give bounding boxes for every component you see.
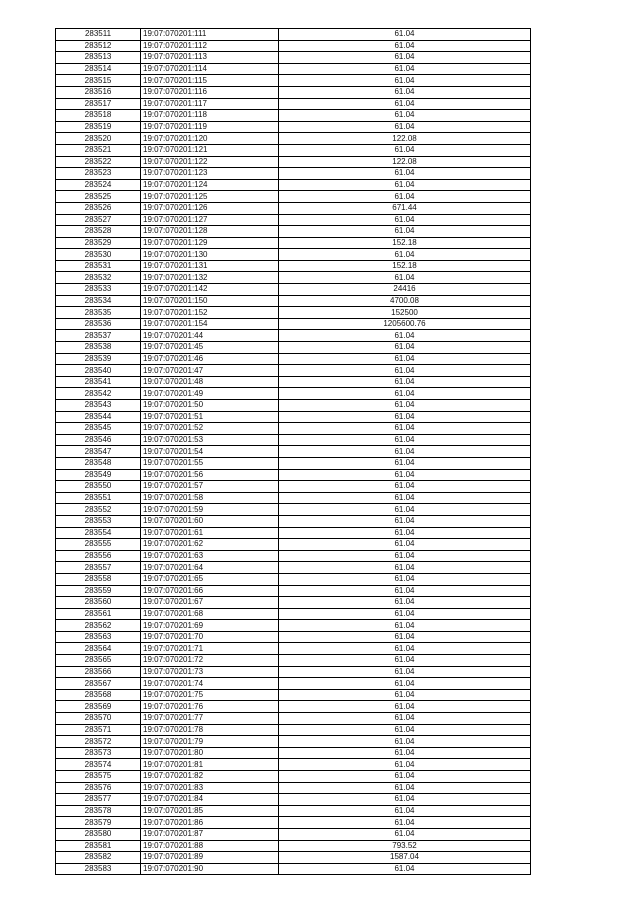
value-cell: 61.04 — [279, 52, 531, 64]
cadastral-number-cell: 19:07:070201:48 — [141, 376, 279, 388]
value-cell: 24416 — [279, 284, 531, 296]
table-row — [56, 759, 531, 771]
value-cell: 61.04 — [279, 249, 531, 261]
row-id-cell: 283577 — [56, 794, 141, 806]
table-row — [56, 202, 531, 214]
table-row — [56, 492, 531, 504]
cadastral-number-cell: 19:07:070201:90 — [141, 863, 279, 875]
row-id-cell: 283539 — [56, 353, 141, 365]
table-row — [56, 539, 531, 551]
cadastral-number-cell: 19:07:070201:132 — [141, 272, 279, 284]
table-row — [56, 840, 531, 852]
value-cell: 61.04 — [279, 771, 531, 783]
table-row — [56, 237, 531, 249]
table-row — [56, 179, 531, 191]
table-row — [56, 608, 531, 620]
cadastral-number-cell: 19:07:070201:73 — [141, 666, 279, 678]
row-id-cell: 283511 — [56, 29, 141, 41]
table-row — [56, 400, 531, 412]
cadastral-number-cell: 19:07:070201:58 — [141, 492, 279, 504]
row-id-cell: 283562 — [56, 620, 141, 632]
table-row — [56, 481, 531, 493]
row-id-cell: 283549 — [56, 469, 141, 481]
table-row — [56, 666, 531, 678]
row-id-cell: 283560 — [56, 597, 141, 609]
value-cell: 61.04 — [279, 747, 531, 759]
cadastral-number-cell: 19:07:070201:67 — [141, 597, 279, 609]
value-cell: 61.04 — [279, 759, 531, 771]
row-id-cell: 283571 — [56, 724, 141, 736]
cadastral-number-cell: 19:07:070201:118 — [141, 110, 279, 122]
value-cell: 61.04 — [279, 631, 531, 643]
cadastral-number-cell: 19:07:070201:122 — [141, 156, 279, 168]
cadastral-number-cell: 19:07:070201:47 — [141, 365, 279, 377]
value-cell: 61.04 — [279, 527, 531, 539]
cadastral-number-cell: 19:07:070201:131 — [141, 260, 279, 272]
table-row — [56, 260, 531, 272]
table-row — [56, 249, 531, 261]
table-row — [56, 29, 531, 41]
row-id-cell: 283559 — [56, 585, 141, 597]
cadastral-number-cell: 19:07:070201:112 — [141, 40, 279, 52]
row-id-cell: 283534 — [56, 295, 141, 307]
value-cell: 61.04 — [279, 179, 531, 191]
table-body — [56, 29, 531, 875]
row-id-cell: 283563 — [56, 631, 141, 643]
table-row — [56, 550, 531, 562]
cadastral-number-cell: 19:07:070201:69 — [141, 620, 279, 632]
cadastral-number-cell: 19:07:070201:123 — [141, 168, 279, 180]
row-id-cell: 283541 — [56, 376, 141, 388]
value-cell: 61.04 — [279, 376, 531, 388]
cadastral-number-cell: 19:07:070201:130 — [141, 249, 279, 261]
table-row — [56, 376, 531, 388]
row-id-cell: 283523 — [56, 168, 141, 180]
row-id-cell: 283540 — [56, 365, 141, 377]
value-cell: 61.04 — [279, 226, 531, 238]
cadastral-number-cell: 19:07:070201:128 — [141, 226, 279, 238]
row-id-cell: 283579 — [56, 817, 141, 829]
value-cell: 61.04 — [279, 794, 531, 806]
value-cell: 4700.08 — [279, 295, 531, 307]
cadastral-number-cell: 19:07:070201:64 — [141, 562, 279, 574]
row-id-cell: 283582 — [56, 852, 141, 864]
table-row — [56, 133, 531, 145]
row-id-cell: 283535 — [56, 307, 141, 319]
row-id-cell: 283557 — [56, 562, 141, 574]
row-id-cell: 283552 — [56, 504, 141, 516]
table-row — [56, 713, 531, 725]
value-cell: 61.04 — [279, 515, 531, 527]
table-row — [56, 423, 531, 435]
value-cell: 61.04 — [279, 863, 531, 875]
table-row — [56, 353, 531, 365]
value-cell: 61.04 — [279, 643, 531, 655]
value-cell: 61.04 — [279, 272, 531, 284]
row-id-cell: 283564 — [56, 643, 141, 655]
value-cell: 793.52 — [279, 840, 531, 852]
cadastral-number-cell: 19:07:070201:76 — [141, 701, 279, 713]
value-cell: 152500 — [279, 307, 531, 319]
table-row — [56, 863, 531, 875]
table-row — [56, 724, 531, 736]
value-cell: 61.04 — [279, 597, 531, 609]
cadastral-number-cell: 19:07:070201:61 — [141, 527, 279, 539]
row-id-cell: 283554 — [56, 527, 141, 539]
value-cell: 61.04 — [279, 214, 531, 226]
value-cell: 61.04 — [279, 805, 531, 817]
cadastral-number-cell: 19:07:070201:51 — [141, 411, 279, 423]
table-row — [56, 388, 531, 400]
cadastral-number-cell: 19:07:070201:65 — [141, 573, 279, 585]
row-id-cell: 283513 — [56, 52, 141, 64]
table-row — [56, 52, 531, 64]
table-row — [56, 620, 531, 632]
value-cell: 61.04 — [279, 585, 531, 597]
row-id-cell: 283515 — [56, 75, 141, 87]
table-row — [56, 782, 531, 794]
row-id-cell: 283568 — [56, 689, 141, 701]
row-id-cell: 283547 — [56, 446, 141, 458]
row-id-cell: 283529 — [56, 237, 141, 249]
cadastral-number-cell: 19:07:070201:68 — [141, 608, 279, 620]
table-row — [56, 226, 531, 238]
row-id-cell: 283573 — [56, 747, 141, 759]
value-cell: 61.04 — [279, 562, 531, 574]
table-row — [56, 121, 531, 133]
row-id-cell: 283546 — [56, 434, 141, 446]
row-id-cell: 283530 — [56, 249, 141, 261]
table-row — [56, 342, 531, 354]
value-cell: 61.04 — [279, 817, 531, 829]
cadastral-number-cell: 19:07:070201:63 — [141, 550, 279, 562]
cadastral-number-cell: 19:07:070201:56 — [141, 469, 279, 481]
table-row — [56, 110, 531, 122]
row-id-cell: 283575 — [56, 771, 141, 783]
value-cell: 61.04 — [279, 666, 531, 678]
cadastral-number-cell: 19:07:070201:49 — [141, 388, 279, 400]
cadastral-number-cell: 19:07:070201:52 — [141, 423, 279, 435]
table-row — [56, 527, 531, 539]
table-row — [56, 214, 531, 226]
value-cell: 61.04 — [279, 353, 531, 365]
row-id-cell: 283583 — [56, 863, 141, 875]
cadastral-number-cell: 19:07:070201:89 — [141, 852, 279, 864]
row-id-cell: 283550 — [56, 481, 141, 493]
cadastral-number-cell: 19:07:070201:129 — [141, 237, 279, 249]
cadastral-number-cell: 19:07:070201:111 — [141, 29, 279, 41]
table-row — [56, 63, 531, 75]
row-id-cell: 283516 — [56, 86, 141, 98]
row-id-cell: 283538 — [56, 342, 141, 354]
cadastral-number-cell: 19:07:070201:142 — [141, 284, 279, 296]
value-cell: 61.04 — [279, 782, 531, 794]
row-id-cell: 283545 — [56, 423, 141, 435]
row-id-cell: 283525 — [56, 191, 141, 203]
table-row — [56, 805, 531, 817]
row-id-cell: 283537 — [56, 330, 141, 342]
cadastral-number-cell: 19:07:070201:83 — [141, 782, 279, 794]
cadastral-number-cell: 19:07:070201:87 — [141, 828, 279, 840]
row-id-cell: 283521 — [56, 144, 141, 156]
cadastral-number-cell: 19:07:070201:81 — [141, 759, 279, 771]
row-id-cell: 283561 — [56, 608, 141, 620]
row-id-cell: 283580 — [56, 828, 141, 840]
value-cell: 61.04 — [279, 342, 531, 354]
value-cell: 61.04 — [279, 29, 531, 41]
cadastral-number-cell: 19:07:070201:45 — [141, 342, 279, 354]
table-row — [56, 585, 531, 597]
table-row — [56, 295, 531, 307]
table-row — [56, 573, 531, 585]
value-cell: 61.04 — [279, 492, 531, 504]
row-id-cell: 283576 — [56, 782, 141, 794]
table-row — [56, 411, 531, 423]
value-cell: 61.04 — [279, 481, 531, 493]
value-cell: 61.04 — [279, 388, 531, 400]
table-row — [56, 307, 531, 319]
table-row — [56, 330, 531, 342]
row-id-cell: 283570 — [56, 713, 141, 725]
table-row — [56, 98, 531, 110]
row-id-cell: 283524 — [56, 179, 141, 191]
cadastral-number-cell: 19:07:070201:66 — [141, 585, 279, 597]
cadastral-number-cell: 19:07:070201:79 — [141, 736, 279, 748]
table-row — [56, 655, 531, 667]
row-id-cell: 283518 — [56, 110, 141, 122]
value-cell: 61.04 — [279, 86, 531, 98]
value-cell: 61.04 — [279, 504, 531, 516]
row-id-cell: 283567 — [56, 678, 141, 690]
table-row — [56, 678, 531, 690]
table-row — [56, 701, 531, 713]
cadastral-number-cell: 19:07:070201:77 — [141, 713, 279, 725]
row-id-cell: 283519 — [56, 121, 141, 133]
cadastral-number-cell: 19:07:070201:59 — [141, 504, 279, 516]
row-id-cell: 283520 — [56, 133, 141, 145]
cadastral-number-cell: 19:07:070201:119 — [141, 121, 279, 133]
cadastral-number-cell: 19:07:070201:55 — [141, 457, 279, 469]
value-cell: 61.04 — [279, 168, 531, 180]
value-cell: 61.04 — [279, 655, 531, 667]
value-cell: 1205600.76 — [279, 318, 531, 330]
table-row — [56, 434, 531, 446]
value-cell: 61.04 — [279, 620, 531, 632]
row-id-cell: 283514 — [56, 63, 141, 75]
row-id-cell: 283569 — [56, 701, 141, 713]
cadastral-number-cell: 19:07:070201:46 — [141, 353, 279, 365]
value-cell: 61.04 — [279, 40, 531, 52]
value-cell: 61.04 — [279, 365, 531, 377]
row-id-cell: 283581 — [56, 840, 141, 852]
row-id-cell: 283533 — [56, 284, 141, 296]
value-cell: 61.04 — [279, 110, 531, 122]
table-row — [56, 156, 531, 168]
table-row — [56, 771, 531, 783]
table-row — [56, 469, 531, 481]
value-cell: 61.04 — [279, 608, 531, 620]
row-id-cell: 283536 — [56, 318, 141, 330]
table-row — [56, 318, 531, 330]
value-cell: 61.04 — [279, 573, 531, 585]
row-id-cell: 283544 — [56, 411, 141, 423]
table-row — [56, 86, 531, 98]
cadastral-number-cell: 19:07:070201:127 — [141, 214, 279, 226]
value-cell: 122.08 — [279, 133, 531, 145]
value-cell: 61.04 — [279, 713, 531, 725]
value-cell: 61.04 — [279, 411, 531, 423]
table-row — [56, 643, 531, 655]
cadastral-number-cell: 19:07:070201:82 — [141, 771, 279, 783]
value-cell: 61.04 — [279, 423, 531, 435]
value-cell: 61.04 — [279, 63, 531, 75]
cadastral-number-cell: 19:07:070201:88 — [141, 840, 279, 852]
value-cell: 61.04 — [279, 469, 531, 481]
value-cell: 61.04 — [279, 446, 531, 458]
value-cell: 122.08 — [279, 156, 531, 168]
cadastral-number-cell: 19:07:070201:53 — [141, 434, 279, 446]
cadastral-number-cell: 19:07:070201:85 — [141, 805, 279, 817]
value-cell: 61.04 — [279, 330, 531, 342]
cadastral-number-cell: 19:07:070201:75 — [141, 689, 279, 701]
row-id-cell: 283566 — [56, 666, 141, 678]
table-row — [56, 794, 531, 806]
cadastral-number-cell: 19:07:070201:114 — [141, 63, 279, 75]
value-cell: 61.04 — [279, 121, 531, 133]
row-id-cell: 283526 — [56, 202, 141, 214]
row-id-cell: 283527 — [56, 214, 141, 226]
row-id-cell: 283556 — [56, 550, 141, 562]
cadastral-number-cell: 19:07:070201:44 — [141, 330, 279, 342]
table-row — [56, 272, 531, 284]
table-row — [56, 457, 531, 469]
table-row — [56, 828, 531, 840]
cadastral-number-cell: 19:07:070201:57 — [141, 481, 279, 493]
cadastral-number-cell: 19:07:070201:78 — [141, 724, 279, 736]
cadastral-number-cell: 19:07:070201:54 — [141, 446, 279, 458]
cadastral-number-cell: 19:07:070201:150 — [141, 295, 279, 307]
row-id-cell: 283517 — [56, 98, 141, 110]
table-row — [56, 168, 531, 180]
value-cell: 1587.04 — [279, 852, 531, 864]
value-cell: 61.04 — [279, 736, 531, 748]
row-id-cell: 283572 — [56, 736, 141, 748]
value-cell: 61.04 — [279, 400, 531, 412]
row-id-cell: 283532 — [56, 272, 141, 284]
table-row — [56, 446, 531, 458]
table-row — [56, 365, 531, 377]
table-row — [56, 75, 531, 87]
value-cell: 61.04 — [279, 678, 531, 690]
cadastral-number-cell: 19:07:070201:124 — [141, 179, 279, 191]
row-id-cell: 283555 — [56, 539, 141, 551]
table-row — [56, 689, 531, 701]
row-id-cell: 283548 — [56, 457, 141, 469]
cadastral-number-cell: 19:07:070201:121 — [141, 144, 279, 156]
table-row — [56, 284, 531, 296]
row-id-cell: 283543 — [56, 400, 141, 412]
value-cell: 61.04 — [279, 75, 531, 87]
row-id-cell: 283565 — [56, 655, 141, 667]
row-id-cell: 283522 — [56, 156, 141, 168]
cadastral-number-cell: 19:07:070201:117 — [141, 98, 279, 110]
value-cell: 61.04 — [279, 701, 531, 713]
table-row — [56, 631, 531, 643]
table-row — [56, 562, 531, 574]
row-id-cell: 283542 — [56, 388, 141, 400]
cadastral-value-table — [55, 28, 531, 875]
table-row — [56, 597, 531, 609]
table-row — [56, 191, 531, 203]
value-cell: 61.04 — [279, 828, 531, 840]
value-cell: 152.18 — [279, 260, 531, 272]
value-cell: 61.04 — [279, 550, 531, 562]
cadastral-number-cell: 19:07:070201:125 — [141, 191, 279, 203]
cadastral-number-cell: 19:07:070201:152 — [141, 307, 279, 319]
value-cell: 61.04 — [279, 98, 531, 110]
cadastral-number-cell: 19:07:070201:70 — [141, 631, 279, 643]
cadastral-number-cell: 19:07:070201:120 — [141, 133, 279, 145]
table-row — [56, 40, 531, 52]
table-row — [56, 736, 531, 748]
cadastral-number-cell: 19:07:070201:74 — [141, 678, 279, 690]
row-id-cell: 283558 — [56, 573, 141, 585]
cadastral-number-cell: 19:07:070201:50 — [141, 400, 279, 412]
row-id-cell: 283551 — [56, 492, 141, 504]
cadastral-number-cell: 19:07:070201:116 — [141, 86, 279, 98]
row-id-cell: 283553 — [56, 515, 141, 527]
cadastral-number-cell: 19:07:070201:84 — [141, 794, 279, 806]
table-row — [56, 504, 531, 516]
row-id-cell: 283578 — [56, 805, 141, 817]
cadastral-number-cell: 19:07:070201:62 — [141, 539, 279, 551]
row-id-cell: 283528 — [56, 226, 141, 238]
value-cell: 61.04 — [279, 434, 531, 446]
value-cell: 61.04 — [279, 539, 531, 551]
value-cell: 671.44 — [279, 202, 531, 214]
row-id-cell: 283512 — [56, 40, 141, 52]
cadastral-number-cell: 19:07:070201:72 — [141, 655, 279, 667]
cadastral-number-cell: 19:07:070201:113 — [141, 52, 279, 64]
value-cell: 61.04 — [279, 144, 531, 156]
table-row — [56, 747, 531, 759]
value-cell: 61.04 — [279, 689, 531, 701]
cadastral-number-cell: 19:07:070201:71 — [141, 643, 279, 655]
table-row — [56, 144, 531, 156]
row-id-cell: 283574 — [56, 759, 141, 771]
table-row — [56, 515, 531, 527]
value-cell: 61.04 — [279, 191, 531, 203]
table-row — [56, 852, 531, 864]
cadastral-number-cell: 19:07:070201:154 — [141, 318, 279, 330]
cadastral-number-cell: 19:07:070201:86 — [141, 817, 279, 829]
value-cell: 152.18 — [279, 237, 531, 249]
cadastral-number-cell: 19:07:070201:126 — [141, 202, 279, 214]
value-cell: 61.04 — [279, 724, 531, 736]
row-id-cell: 283531 — [56, 260, 141, 272]
cadastral-number-cell: 19:07:070201:115 — [141, 75, 279, 87]
value-cell: 61.04 — [279, 457, 531, 469]
cadastral-number-cell: 19:07:070201:60 — [141, 515, 279, 527]
table-row — [56, 817, 531, 829]
cadastral-number-cell: 19:07:070201:80 — [141, 747, 279, 759]
